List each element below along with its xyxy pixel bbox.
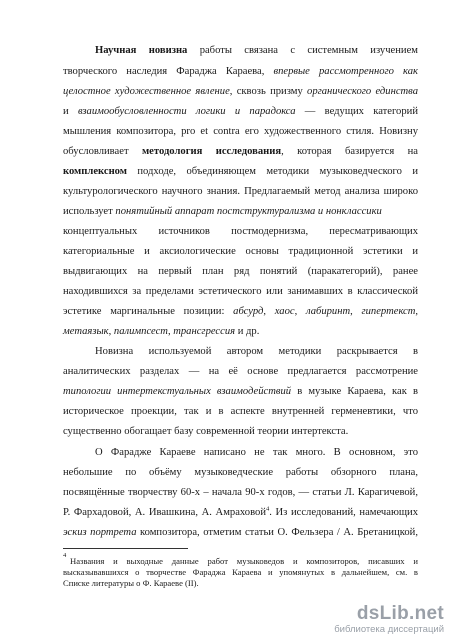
text-span: и <box>63 106 78 117</box>
watermark <box>318 603 450 636</box>
text-line <box>63 205 418 219</box>
text-line: категориальные и аксиологические основы традиционной эстетики и <box>63 246 418 257</box>
text-span: творческого наследия Фараджа Караева, <box>63 66 274 77</box>
text-line: Новизна используемой автором методики раскрывается в <box>95 346 418 357</box>
text-span: эстетике маргинальные позиции: <box>63 306 234 317</box>
text-span: , <box>167 326 174 337</box>
text-span: , <box>263 306 275 317</box>
footnote-line: Списке литературы о Ф. Караеве (II). <box>63 578 199 588</box>
italic-term: целостное художественное явление <box>63 86 230 97</box>
italic-term: органического единства <box>307 86 419 97</box>
italic-term: метаязык <box>63 326 109 337</box>
text-span: , <box>108 326 114 337</box>
text-span: композитора, отметим статьи О. Фельзера / А. Бретаницкой, <box>136 527 418 538</box>
text-line <box>63 325 418 339</box>
text-span: обусловливает <box>63 146 142 157</box>
text-line: культурологического научного знания. Предлагаемый метод анализа широко <box>63 186 418 197</box>
italic-term: гипертекст <box>361 306 416 317</box>
text-line: небольшие по объёму музыковедческие работы обзорного плана, <box>63 467 418 478</box>
text-line: мышления композитора, pro et contra его художественного стиля. Новизну <box>63 126 418 137</box>
text-line <box>63 145 418 159</box>
text-line <box>63 165 418 179</box>
text-line: О Фарадже Караеве написано не так много. В основном, это <box>95 447 418 458</box>
watermark-subtitle: библиотека диссертаций <box>334 624 444 635</box>
italic-term: трансгрессия <box>173 326 236 337</box>
italic-term: эскиз портрета <box>63 527 137 538</box>
footnote-line: высказывавшихся о творчестве Фараджа Караева и упомянутых в дальнейшем, см. в <box>63 567 418 577</box>
footnote-divider <box>63 548 188 549</box>
italic-term: хаос <box>274 306 295 317</box>
text-line: посвящённые творчеству 60-х – начала 90-х годов, — статьи Л. Карагичевой, <box>63 487 418 498</box>
text-span: , <box>415 306 418 317</box>
text-span: , которая базируется на <box>281 146 418 157</box>
italic-term: взаимообусловленности логики и парадокса <box>77 106 296 117</box>
italic-term: типологии интертекстуальных взаимодействий <box>63 386 292 397</box>
text-span: работы связана с системным изучением <box>187 45 418 56</box>
text-span: подходе, объединяющем методики музыковедческого и <box>126 166 418 177</box>
text-span: , сквозь призму <box>229 86 308 97</box>
footnote-number: 4 <box>63 552 67 559</box>
watermark-logo: dsLib.net <box>356 603 444 624</box>
text-line <box>63 105 418 119</box>
text-span: в музыке Караева, как в <box>291 386 419 397</box>
text-line <box>63 85 418 99</box>
text-line: выдвигающих на первый план ряд понятий (паракатегорий), ранее <box>63 266 418 277</box>
italic-term: палимпсест <box>113 326 168 337</box>
text-line: концептуальных источников постмодернизма, пересматривающих <box>63 226 418 237</box>
text-line: существенно обогащает базу современной теории интертекста. <box>63 426 349 437</box>
text-line <box>63 526 418 540</box>
italic-term: впервые рассмотренного как <box>273 66 419 77</box>
text-line <box>63 385 418 399</box>
text-span: . Из исследований, намечающих <box>269 507 418 518</box>
footnote-line: Названия и выходные данные работ музыковедов и композиторов, писавших и <box>70 556 418 566</box>
text-span: , <box>294 306 306 317</box>
text-span: Р. Фархадовой, А. Ивашкина, А. Амраховой <box>63 507 266 518</box>
text-line <box>63 305 418 319</box>
bold-term: Научная новизна <box>95 45 188 56</box>
text-line: историческое проекции, так и в аспекте внутренней герменевтики, что <box>63 406 418 417</box>
bold-term: комплексном <box>63 166 127 177</box>
italic-term: абсурд <box>233 306 264 317</box>
bold-term: методология исследования <box>141 146 282 157</box>
text-line: аналитических разделах — на её основе предлагается рассмотрение <box>63 366 418 377</box>
italic-term: понятийный аппарат постструктурализма и нонклассики <box>115 206 382 217</box>
text-span: и др. <box>235 326 260 337</box>
footnote-ref: 4 <box>266 505 270 513</box>
text-line <box>63 506 418 520</box>
text-span: , <box>350 306 362 317</box>
text-line <box>95 44 418 58</box>
text-line <box>63 65 418 79</box>
italic-term: лабиринт <box>305 306 351 317</box>
text-span: использует <box>63 206 116 217</box>
text-line: находившихся за пределами эстетического или занимавших в классической <box>63 286 418 297</box>
text-span: — ведущих категорий <box>295 106 418 117</box>
